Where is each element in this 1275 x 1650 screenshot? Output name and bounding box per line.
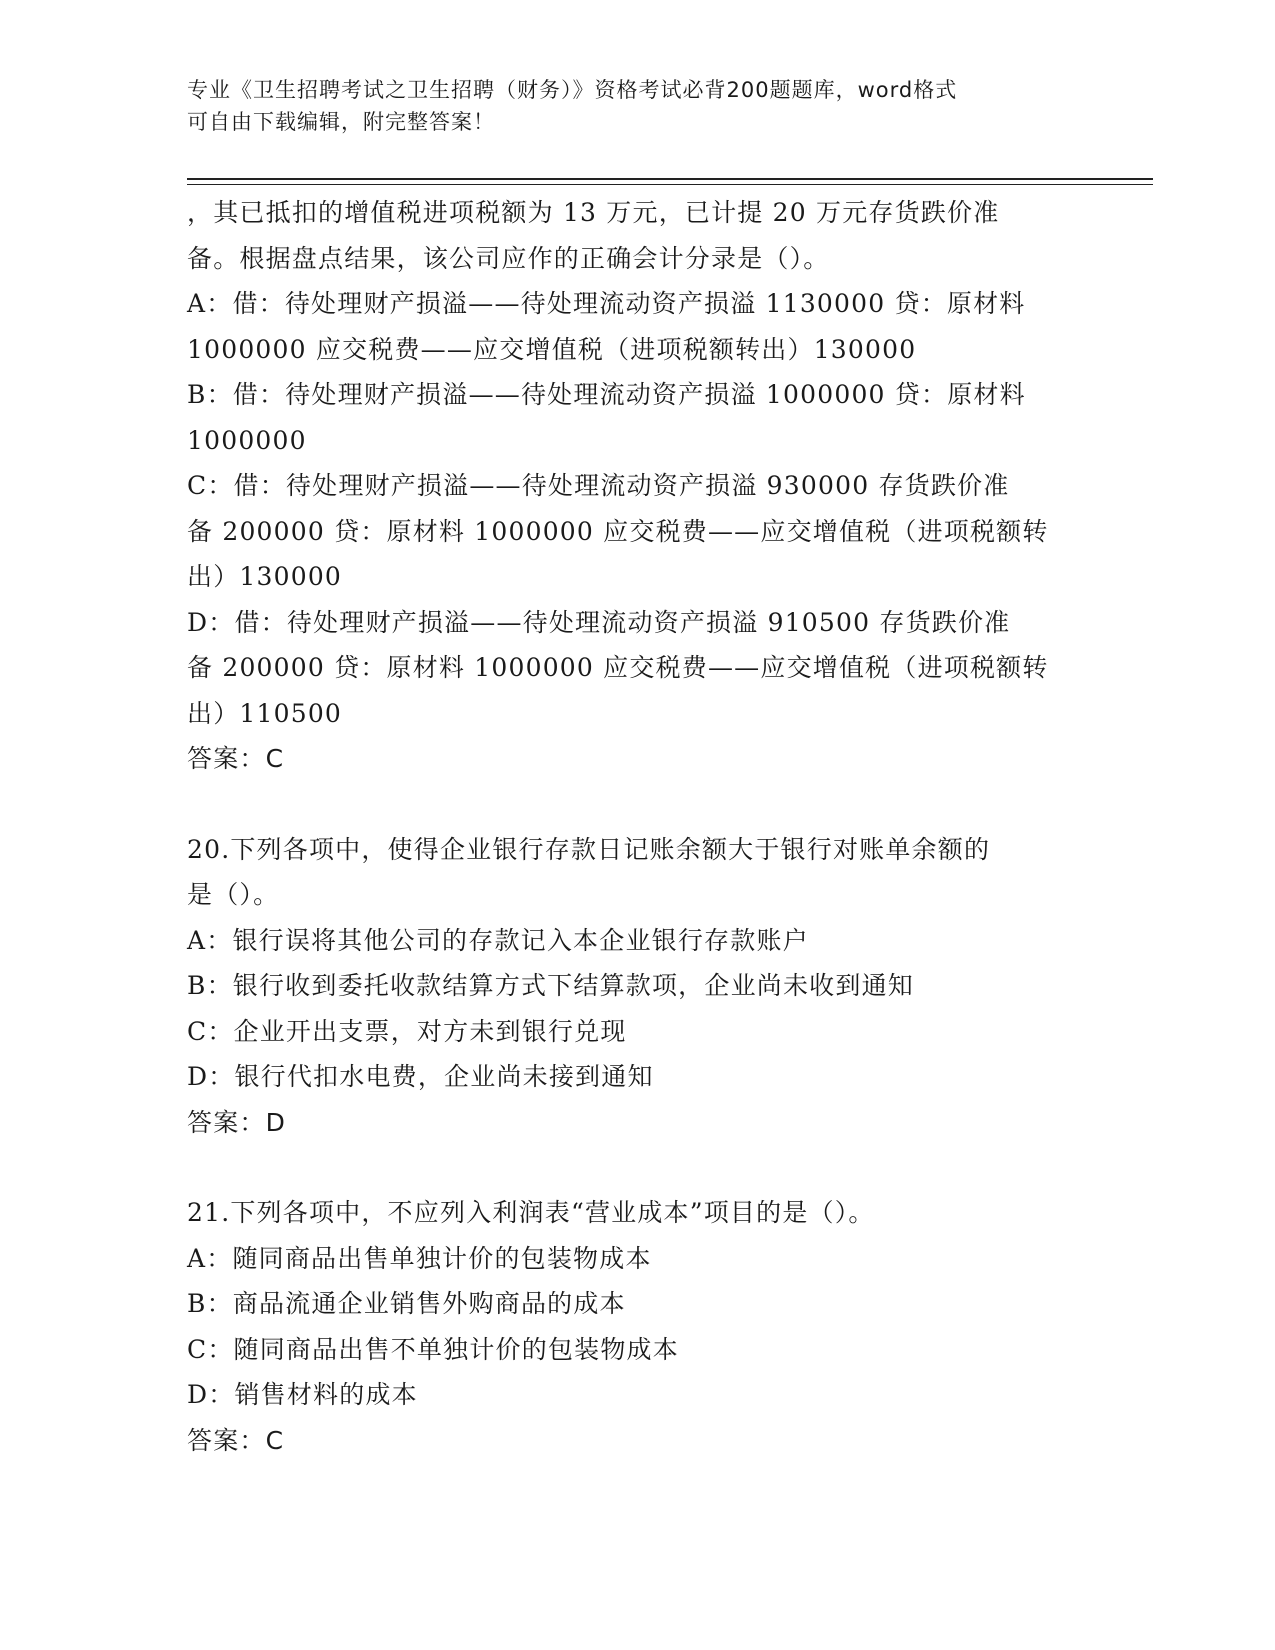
option-b: B：银行收到委托收款结算方式下结算款项，企业尚未收到通知	[187, 971, 914, 1000]
option-c: C：企业开出支票，对方未到银行兑现	[187, 1016, 627, 1046]
header-title-line-2: 可自由下载编辑，附完整答案！	[187, 110, 495, 134]
option-c: 出）130000	[187, 562, 343, 591]
option-b: 1000000	[187, 425, 307, 455]
option-a: A：随同商品出售单独计价的包装物成本	[187, 1243, 652, 1273]
question-stem: ，其已抵扣的增值税进项税额为 13 万元，已计提 20 万元存货跌价准	[187, 198, 1000, 227]
option-d: D：借：待处理财产损溢——待处理流动资产损溢 910500 存货跌价准	[187, 607, 1011, 637]
option-a: A：银行误将其他公司的存款记入本企业银行存款账户	[187, 925, 809, 955]
header-divider-thick	[187, 178, 1153, 180]
header-divider-thin	[187, 184, 1153, 185]
option-a: A：借：待处理财产损溢——待处理流动资产损溢 1130000 贷：原材料	[187, 289, 1026, 318]
option-d: D：银行代扣水电费，企业尚未接到通知	[187, 1062, 654, 1091]
option-d: 备 200000 贷：原材料 1000000 应交税费——应交增值税（进项税额转	[187, 653, 1049, 682]
answer: 答案：C	[187, 744, 285, 773]
question-20	[187, 827, 1087, 1146]
question-stem: 是（）。	[187, 880, 280, 909]
answer: 答案：C	[187, 1425, 285, 1455]
question-21	[187, 1190, 1087, 1463]
option-b: B：借：待处理财产损溢——待处理流动资产损溢 1000000 贷：原材料	[187, 380, 1026, 409]
spacer	[187, 1145, 1087, 1190]
option-c: 备 200000 贷：原材料 1000000 应交税费——应交增值税（进项税额转	[187, 516, 1049, 546]
option-d: 出）110500	[187, 698, 343, 728]
option-b: B：商品流通企业销售外购商品的成本	[187, 1289, 626, 1318]
question-19	[187, 190, 1087, 782]
spacer	[187, 782, 1087, 827]
header-title-line-1: 专业《卫生招聘考试之卫生招聘（财务）》资格考试必背200题题库，word格式	[187, 78, 958, 102]
option-a: 1000000 应交税费——应交增值税（进项税额转出）130000	[187, 334, 917, 364]
answer: 答案：D	[187, 1107, 287, 1137]
question-stem: 备。根据盘点结果，该公司应作的正确会计分录是（）。	[187, 243, 830, 273]
question-stem: 20.下列各项中，使得企业银行存款日记账余额大于银行对账单余额的	[187, 834, 991, 864]
option-c: C：借：待处理财产损溢——待处理流动资产损溢 930000 存货跌价准	[187, 471, 1010, 500]
question-stem: 21.下列各项中，不应列入利润表“营业成本”项目的是（）。	[187, 1198, 875, 1227]
option-d: D：销售材料的成本	[187, 1380, 418, 1409]
document-body	[187, 190, 1087, 1463]
document-header	[187, 74, 1067, 138]
option-c: C：随同商品出售不单独计价的包装物成本	[187, 1334, 679, 1364]
